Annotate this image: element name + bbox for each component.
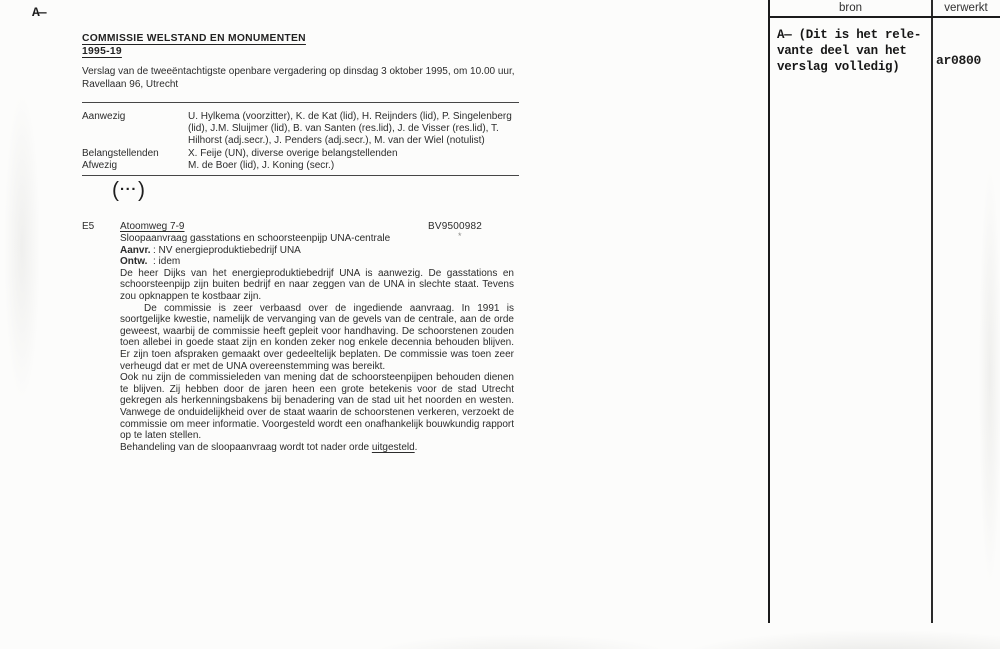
agenda-item-subject: Sloopaanvraag gasstations en schoorsteenpijp UNA-centrale — [120, 233, 391, 245]
panel-header-underline — [768, 16, 1000, 18]
designer-row — [120, 256, 519, 268]
bron-column-header: bron — [838, 2, 863, 14]
report-title: COMMISSIE WELSTAND EN MONUMENTEN — [82, 33, 306, 44]
verwerkt-column-header: verwerkt — [944, 2, 988, 14]
agenda-item-e5 — [82, 221, 519, 453]
divider-bottom — [82, 175, 519, 176]
divider-top — [82, 102, 519, 103]
designer-value: : idem — [153, 256, 181, 268]
decision-line — [120, 442, 514, 454]
designer-label: Ontw. — [120, 256, 148, 268]
omission-open-paren: ( — [112, 178, 119, 202]
applicant-value: : NV energieproduktiebedrijf UNA — [153, 244, 301, 256]
attendance-value: M. de Boer (lid), J. Koning (secr.) — [188, 159, 335, 171]
attendance-label: Aanwezig — [82, 111, 126, 122]
report-paragraph: De commissie is zeer verbaasd over de ingediende aanvraag. In 1991 is soortgelijke kwestie, namelijk de vervanging van de gevels van de centrale, aan de orde geweest, waarbij de commissie heeft gepleit voor handhaving. De schoorstenen zouden toen allebei in goede staat zijn en konden zeker nog enkele decennia behouden blijven. Er zijn toen afspraken gemaakt over gedeeltelijk beplaten. De commissie was toen zeer verheugd dat er met de UNA overeenstemming was bereikt. — [120, 302, 514, 372]
agenda-item-reference: BV9500982 — [428, 221, 483, 233]
attendance-value: X. Feije (UN), diverse overige belangstellenden — [188, 147, 398, 159]
verwerkt-code-value: ar0800 — [936, 53, 982, 68]
report-case-number: 1995-19 — [82, 45, 122, 57]
panel-column-divider-line — [931, 0, 933, 623]
bron-note-line: verslag volledig) — [777, 60, 900, 74]
meeting-report — [82, 33, 519, 453]
agenda-item-code: E5 — [82, 221, 95, 233]
report-title-block — [82, 33, 519, 58]
attendance-row — [82, 111, 519, 148]
panel-left-border-line — [768, 0, 770, 623]
omission-mark — [82, 177, 519, 207]
attendance-row — [82, 148, 519, 160]
report-paragraph: Ook nu zijn de commissieleden van mening dat de schoorsteenpijpen behouden dienen te blijven. Zij hebben door de jaren heen een grote betekenis voor de stad Utrecht gekregen als herkenningsbakens bij benadering van de stad uit het noorden en westen. Vanwege de onduidelijkheid over de staat waarin de schoorstenen verkeren, verzoekt de commissie om meer informatie. Voorgesteld wordt een onafhankelijk bouwkundig rapport op te laten stellen. — [120, 372, 514, 442]
attendance-value: U. Hylkema (voorzitter), K. de Kat (lid), H. Reijnders (lid), P. Singelenberg (lid), J.M. Sluijmer (lid), B. van Santen (res.lid), J. de Visser (res.lid), T. Hilhorst (adj.secr.), J. Penders (adj.secr.), M. van der Wiel (notulist) — [188, 111, 512, 147]
applicant-row — [120, 245, 519, 257]
attendance-row — [82, 160, 519, 172]
omission-dots: ... — [120, 177, 138, 195]
applicant-label: Aanvr. — [120, 244, 151, 256]
reference-footnote-mark: * — [458, 231, 462, 242]
decision-prefix: Behandeling van de sloopaanvraag wordt tot nader orde — [120, 441, 372, 453]
attendance-list — [82, 111, 519, 172]
decision-emphasis: uitgesteld — [371, 441, 415, 453]
decision-suffix: . — [414, 441, 418, 453]
bron-note-line: vante deel van het — [777, 44, 907, 58]
omission-close-paren: ) — [138, 178, 146, 202]
agenda-item-address: Atoomweg 7-9 — [120, 221, 185, 233]
attendance-label: Belangstellenden — [82, 147, 159, 159]
agenda-item-body — [120, 221, 519, 453]
attendance-label: Afwezig — [82, 159, 118, 171]
bron-typewritten-note — [777, 27, 921, 75]
corner-annotation-mark: A— — [32, 5, 46, 20]
meeting-intro: Verslag van de tweeëntachtigste openbare vergadering op dinsdag 3 oktober 1995, om 10.00 uur, Ravellaan 96, Utrecht — [82, 66, 515, 90]
report-paragraph: De heer Dijks van het energieproduktiebedrijf UNA is aanwezig. De gasstations en schoorsteenpijp zijn buiten bedrijf en naar zeggen van de UNA in slechte staat. Tevens zou opknappen te kostbaar zijn. — [120, 267, 514, 302]
bron-note-line: A— (Dit is het rele- — [777, 28, 922, 42]
